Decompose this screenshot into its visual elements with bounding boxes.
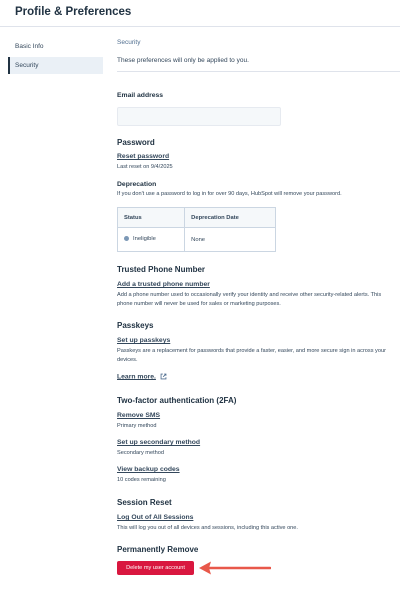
two-factor-heading: Two-factor authentication (2FA) <box>117 396 237 405</box>
column-header-status: Status <box>118 208 185 228</box>
trusted-phone-heading: Trusted Phone Number <box>117 265 206 274</box>
status-dot-icon <box>124 236 129 241</box>
remove-sms-link[interactable]: Remove SMS <box>117 412 161 419</box>
email-label: Email address <box>117 92 164 99</box>
last-reset-text: Last reset on 9/4/2025 <box>117 164 173 170</box>
deprecation-table <box>117 207 276 252</box>
learn-more-link[interactable]: Learn more. <box>117 373 156 381</box>
learn-more-wrap <box>117 373 167 380</box>
backup-codes-remaining-text: 10 codes remaining <box>117 477 166 483</box>
add-trusted-phone-link[interactable]: Add a trusted phone number <box>117 281 210 288</box>
secondary-method-text: Secondary method <box>117 450 164 456</box>
session-reset-text: This will log you out of all devices and sessions, including this active one. <box>117 525 298 531</box>
trusted-phone-text: Add a phone number used to occasionally verify your identity and receive other security-related alerts. This phone number will never be used for sales or marketing purposes. <box>117 292 382 307</box>
passkeys-heading: Passkeys <box>117 321 154 330</box>
sidebar-item-security[interactable]: Security <box>8 57 103 74</box>
reset-password-link[interactable]: Reset password <box>117 153 170 160</box>
header-divider <box>0 26 400 27</box>
external-link-icon <box>160 373 167 380</box>
breadcrumb: Security <box>117 39 141 46</box>
set-up-secondary-method-link[interactable]: Set up secondary method <box>117 439 201 446</box>
primary-method-text: Primary method <box>117 423 157 429</box>
status-value: Ineligible <box>133 236 156 243</box>
delete-user-account-button[interactable]: Delete my user account <box>117 561 194 575</box>
password-heading: Password <box>117 138 155 147</box>
log-out-all-sessions-link[interactable]: Log Out of All Sessions <box>117 514 194 521</box>
intro-text: These preferences will only be applied to you. <box>117 57 249 64</box>
table-row <box>118 228 276 252</box>
view-backup-codes-link[interactable]: View backup codes <box>117 466 180 473</box>
status-cell <box>118 228 185 252</box>
sidebar-item-basic-info[interactable]: Basic Info <box>15 43 44 50</box>
email-field[interactable] <box>117 107 281 126</box>
section-divider <box>117 71 400 72</box>
session-reset-heading: Session Reset <box>117 498 172 507</box>
deprecation-date-cell: None <box>185 228 276 252</box>
passkeys-text: Passkeys are a replacement for passwords that provide a faster, easier, and more secure sign in across your devices. <box>117 348 386 363</box>
set-up-passkeys-link[interactable]: Set up passkeys <box>117 337 171 344</box>
column-header-deprecation-date: Deprecation Date <box>185 208 276 228</box>
deprecation-text: If you don't use a password to log in for over 90 days, HubSpot will remove your password. <box>117 191 342 197</box>
annotation-arrow-icon <box>197 558 271 578</box>
page-title: Profile & Preferences <box>15 6 132 18</box>
table-header-row <box>118 208 276 228</box>
permanently-remove-heading: Permanently Remove <box>117 545 199 554</box>
deprecation-heading: Deprecation <box>117 181 157 188</box>
sidebar <box>8 38 103 76</box>
